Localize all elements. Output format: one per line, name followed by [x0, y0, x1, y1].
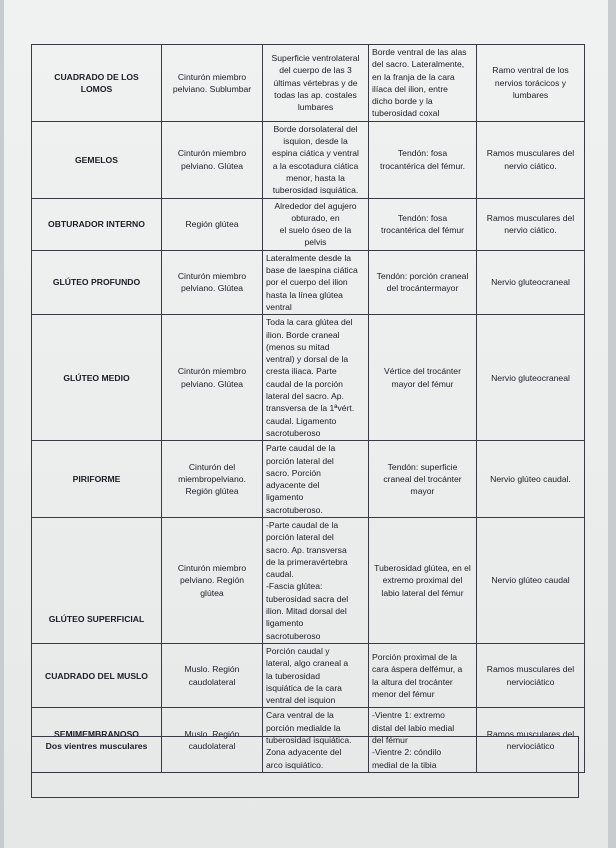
muscle-name: GLÚTEO PROFUNDO: [32, 250, 162, 314]
muscle-location: Región glútea: [162, 198, 263, 250]
muscle-location: Cinturón miembro pelviano. Región glútea: [162, 517, 263, 643]
muscle-nerve: Nervio gluteocraneal: [477, 315, 585, 441]
table-row: [32, 643, 585, 707]
muscle-nerve: Nervio glúteo caudal.: [477, 441, 585, 518]
muscle-insertion: Porción proximal de la cara áspera delfémur, a la altura del trocánter menor del fémur: [369, 643, 477, 707]
muscle-nerve: Nervio gluteocraneal: [477, 250, 585, 314]
muscle-name: PIRIFORME: [32, 441, 162, 518]
muscle-name: GLÚTEO SUPERFICIAL: [32, 517, 162, 643]
muscle-name: OBTURADOR INTERNO: [32, 198, 162, 250]
muscle-origin: Toda la cara glútea del ilion. Borde craneal (menos su mitad ventral) y dorsal de la cresta iliaca. Parte caudal de la porción lateral del sacro. Ap. transversa de la 1ªvért. caudal. Ligamento sacrotuberoso: [263, 315, 369, 441]
muscle-name: SEMIMEMBRANOSO Dos vientres musculares: [32, 708, 162, 772]
muscle-location: Cinturón miembro pelviano. Glútea: [162, 250, 263, 314]
muscle-nerve: Nervio glúteo caudal: [477, 517, 585, 643]
table-row: [32, 441, 585, 518]
muscle-insertion: Vértice del trocánter mayor del fémur: [369, 315, 477, 441]
table-row: [32, 517, 585, 643]
table-row: [32, 45, 585, 122]
muscle-name: CUADRADO DEL MUSLO: [32, 643, 162, 707]
muscle-name: CUADRADO DE LOS LOMOS: [32, 45, 162, 122]
muscle-location: Cinturón del miembropelviano. Región glútea: [162, 441, 263, 518]
table-row: [32, 250, 585, 314]
muscle-name: GLÚTEO MEDIO: [32, 315, 162, 441]
muscle-insertion: Tendón: fosa trocantérica del fémur: [369, 198, 477, 250]
muscle-insertion: Borde ventral de las alas del sacro. Lateralmente, en la franja de la cara ilíaca del ilion, entre dicho borde y la tuberosidad coxal: [369, 45, 477, 122]
muscle-origin: Superficie ventrolateral del cuerpo de las 3 últimas vértebras y de todas las ap. costales lumbares: [263, 45, 369, 122]
muscle-insertion: Tendón: superficie craneal del trocánter mayor: [369, 441, 477, 518]
muscle-insertion: -Vientre 1: extremo distal del labio medial del fémur -Vientre 2: cóndilo medial de la tibia: [369, 708, 477, 772]
muscle-nerve: Ramos musculares del nervio ciático.: [477, 198, 585, 250]
muscle-origin: Parte caudal de la porción lateral del sacro. Porción adyacente del ligamento sacrotuberoso.: [263, 441, 369, 518]
muscle-location: Cinturón miembro pelviano. Glútea: [162, 121, 263, 198]
muscle-location: Cinturón miembro pelviano. Glútea: [162, 315, 263, 441]
muscle-origin: -Parte caudal de la porción lateral del sacro. Ap. transversa de la primeravértebra caudal. -Fascia glútea: tuberosidad sacra del ilion. Mitad dorsal del ligamento sacrotuberoso: [263, 517, 369, 643]
empty-table-area: [31, 736, 579, 798]
muscle-nerve: Ramos musculares del nerviociático: [477, 708, 585, 772]
table-row: [32, 198, 585, 250]
muscle-origin: Alrededor del agujero obturado, en el suelo óseo de la pelvis: [263, 198, 369, 250]
muscle-nerve: Ramos musculares del nerviociático: [477, 643, 585, 707]
muscle-nerve: Ramo ventral de los nervios torácicos y lumbares: [477, 45, 585, 122]
muscle-location: Muslo. Región caudolateral: [162, 643, 263, 707]
muscle-insertion: Tuberosidad glútea, en el extremo proximal del labio lateral del fémur: [369, 517, 477, 643]
muscle-nerve: Ramos musculares del nervio ciático.: [477, 121, 585, 198]
table-row: [32, 315, 585, 441]
muscle-location: Cinturón miembro pelviano. Sublumbar: [162, 45, 263, 122]
muscle-origin: Lateralmente desde la base de laespina ciática por el cuerpo del ilion hasta la línea glútea ventral: [263, 250, 369, 314]
muscle-origin: Borde dorsolateral del isquion, desde la espina ciática y ventral a la escotadura ciática menor, hasta la tuberosidad isquiática.: [263, 121, 369, 198]
muscle-location: Muslo. Región caudolateral: [162, 708, 263, 772]
table-row: [32, 121, 585, 198]
muscle-origin: Porción caudal y lateral, algo craneal a la tuberosidad isquiática de la cara ventral del isquion: [263, 643, 369, 707]
muscle-origin: Cara ventral de la porción medialde la tuberosidad isquiática. Zona adyacente del arco isquiático.: [263, 708, 369, 772]
muscle-insertion: Tendón: porción craneal del trocántermayor: [369, 250, 477, 314]
muscle-table: [31, 44, 585, 773]
muscle-name: GEMELOS: [32, 121, 162, 198]
muscle-insertion: Tendón: fosa trocantérica del fémur.: [369, 121, 477, 198]
